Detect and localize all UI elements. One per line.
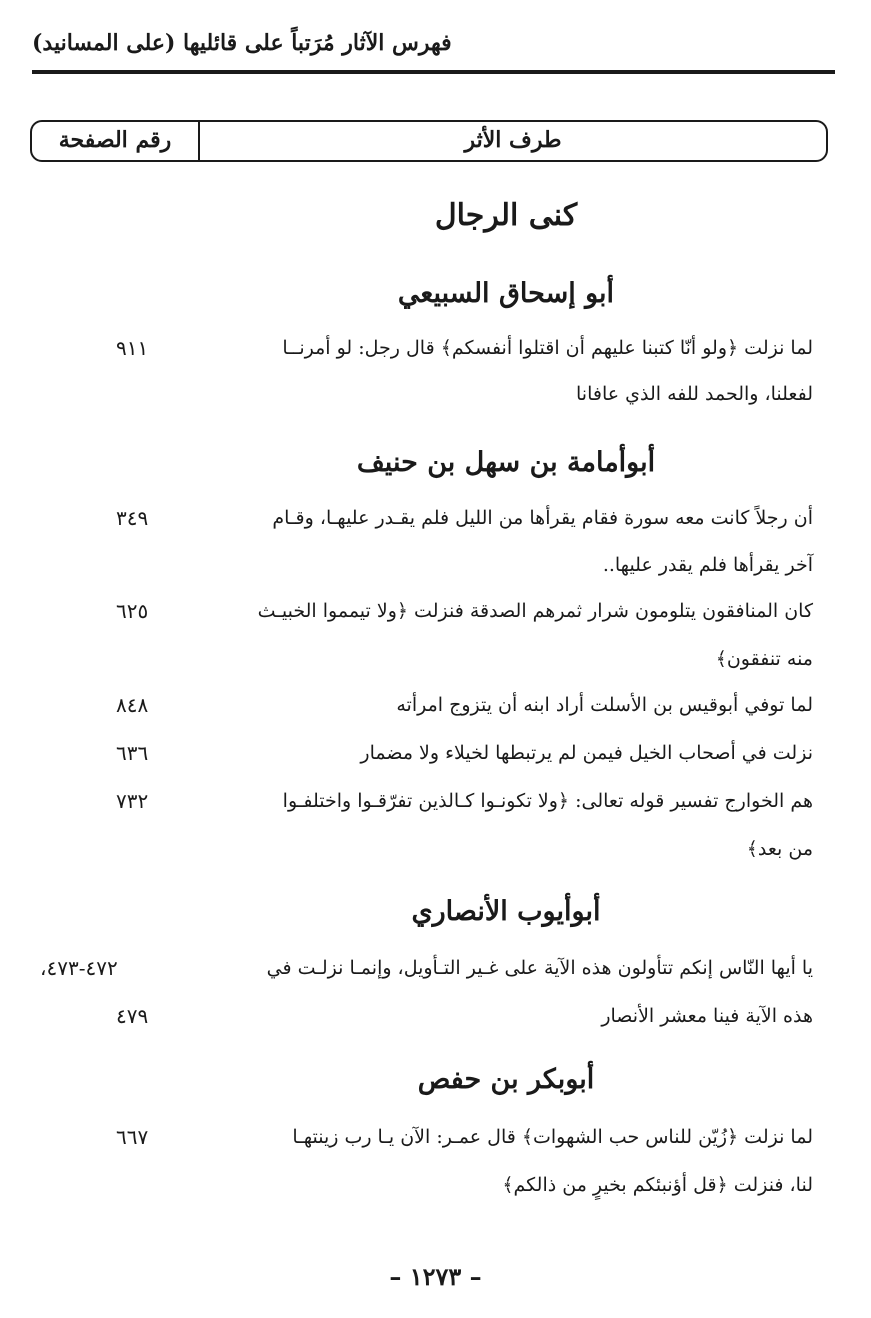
entry-page-ref: ٦٣٦ bbox=[116, 741, 149, 765]
page-number: – ١٢٧٣ – bbox=[389, 1262, 482, 1291]
entry-page-ref-continued: ٤٧٩ bbox=[116, 1004, 149, 1028]
person-heading: أبو إسحاق السبيعي bbox=[397, 278, 615, 309]
person-heading: أبوأمامة بن سهل بن حنيف bbox=[356, 447, 656, 478]
entry-text-line: كان المنافقون يتلومون شرار ثمرهم الصدقة فنزلت ﴿ولا تيمموا الخبيـث bbox=[257, 600, 813, 622]
header-rule bbox=[32, 70, 835, 74]
entry-page-ref: ٦٢٥ bbox=[116, 599, 149, 623]
section-title: كنى الرجال bbox=[434, 198, 578, 233]
entry-page-ref: ٩١١ bbox=[116, 336, 149, 360]
entry-page-ref: ٨٤٨ bbox=[116, 693, 149, 717]
text-column-heading: طرف الأثر bbox=[464, 127, 562, 153]
running-header: فهرس الآثار مُرَتباً على قائليها (على المسانيد) bbox=[32, 30, 452, 56]
entry-page-ref: ٤٧٢-٤٧٣، bbox=[40, 956, 118, 980]
person-heading: أبوأيوب الأنصاري bbox=[411, 896, 601, 927]
person-heading: أبوبكر بن حفص bbox=[417, 1064, 595, 1095]
entry-text-line: لما نزلت ﴿ولو أنّا كتبنا عليهم أن اقتلوا أنفسكم﴾ قال رجل: لو أمرنــا bbox=[282, 337, 813, 359]
entry-text-line: آخر يقرأها فلم يقدر عليها.. bbox=[602, 554, 813, 576]
entry-text-line: هم الخوارج تفسير قوله تعالى: ﴿ولا تكونـوا كـالذين تفرّقـوا واختلفـوا bbox=[282, 790, 813, 812]
entry-text-line: أن رجلاً كانت معه سورة فقام يقرأها من الليل فلم يقـدر عليهـا، وقـام bbox=[272, 507, 813, 529]
entry-text-line: لما نزلت ﴿زُيّن للناس حب الشهوات﴾ قال عمـر: الآن يـا رب زينتهـا bbox=[292, 1126, 813, 1148]
entry-text-line: لما توفي أبوقيس بن الأسلت أراد ابنه أن يتزوج امرأته bbox=[396, 694, 813, 716]
entry-text-line: لنا، فنزلت ﴿قل أؤنبئكم بخيرٍ من ذالكم﴾ bbox=[502, 1174, 813, 1196]
page-number-column-heading: رقم الصفحة bbox=[58, 127, 172, 153]
entry-text-line: هذه الآية فينا معشر الأنصار bbox=[601, 1005, 813, 1027]
entry-page-ref: ٦٦٧ bbox=[116, 1125, 149, 1149]
entry-page-ref: ٣٤٩ bbox=[116, 506, 149, 530]
entry-text-line: منه تنفقون﴾ bbox=[715, 648, 813, 670]
entry-text-line: نزلت في أصحاب الخيل فيمن لم يرتبطها لخيلاء ولا مضمار bbox=[360, 742, 813, 764]
entry-text-line: يا أيها النّاس إنكم تتأولون هذه الآية على غـير التـأويل، وإنمـا نزلـت في bbox=[266, 957, 813, 979]
column-header-box bbox=[30, 120, 828, 162]
entry-text-line: من بعد﴾ bbox=[746, 838, 813, 860]
entry-page-ref: ٧٣٢ bbox=[116, 789, 149, 813]
entry-text-line: لفعلنا، والحمد للفه الذي عافانا bbox=[576, 383, 813, 405]
